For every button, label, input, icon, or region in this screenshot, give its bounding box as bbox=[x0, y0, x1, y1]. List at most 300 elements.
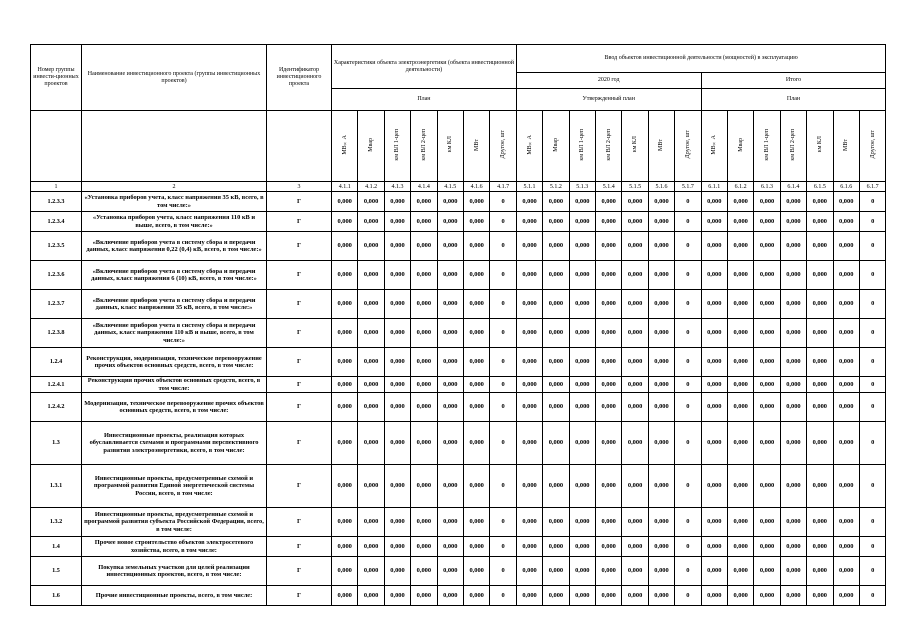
unit-header-label: Мвар bbox=[552, 137, 559, 152]
value-cell: 0,000 bbox=[358, 393, 384, 422]
value-cell: 0,000 bbox=[727, 422, 753, 465]
header-commissioning: Ввод объектов инвестиционной деятельности (мощностей) в эксплуатацию bbox=[516, 45, 886, 73]
value-cell: 0,000 bbox=[807, 290, 833, 319]
value-cell: 0,000 bbox=[807, 537, 833, 557]
value-cell: 0,000 bbox=[807, 586, 833, 606]
value-cell: 0,000 bbox=[411, 422, 437, 465]
value-cell: 0,000 bbox=[780, 261, 806, 290]
column-number: 4.1.5 bbox=[437, 182, 463, 192]
value-cell: 0,000 bbox=[516, 393, 542, 422]
row-project-id: Г bbox=[267, 290, 332, 319]
value-cell: 0,000 bbox=[384, 422, 410, 465]
value-cell: 0,000 bbox=[516, 422, 542, 465]
value-cell: 0,000 bbox=[701, 537, 727, 557]
value-cell: 0 bbox=[675, 393, 701, 422]
value-cell: 0 bbox=[490, 232, 516, 261]
column-number: 5.1.1 bbox=[516, 182, 542, 192]
unit-header bbox=[648, 111, 674, 182]
row-number: 1.2.3.8 bbox=[31, 319, 82, 348]
column-number: 4.1.3 bbox=[384, 182, 410, 192]
value-cell: 0,000 bbox=[622, 508, 648, 537]
value-cell: 0,000 bbox=[437, 465, 463, 508]
value-cell: 0,000 bbox=[596, 377, 622, 393]
value-cell: 0 bbox=[675, 212, 701, 232]
value-cell: 0,000 bbox=[701, 586, 727, 606]
value-cell: 0,000 bbox=[543, 557, 569, 586]
value-cell: 0,000 bbox=[411, 377, 437, 393]
value-cell: 0,000 bbox=[358, 586, 384, 606]
value-cell: 0,000 bbox=[463, 348, 489, 377]
value-cell: 0,000 bbox=[411, 393, 437, 422]
value-cell: 0 bbox=[675, 465, 701, 508]
value-cell: 0,000 bbox=[701, 422, 727, 465]
value-cell: 0,000 bbox=[780, 422, 806, 465]
value-cell: 0,000 bbox=[463, 586, 489, 606]
row-number: 1.2.3.7 bbox=[31, 290, 82, 319]
header-group-number: Номер группы инвести-ционных проектов bbox=[31, 45, 82, 111]
value-cell: 0,000 bbox=[833, 465, 859, 508]
unit-header-label: км КЛ bbox=[816, 136, 823, 153]
header-characteristics: Характеристики объекта электроэнергетики (объекта инвестиционной деятельности) bbox=[332, 45, 517, 89]
column-number: 5.1.6 bbox=[648, 182, 674, 192]
value-cell: 0,000 bbox=[569, 290, 595, 319]
value-cell: 0,000 bbox=[596, 212, 622, 232]
value-cell: 0,000 bbox=[833, 319, 859, 348]
value-cell: 0,000 bbox=[332, 537, 358, 557]
table-row bbox=[31, 586, 886, 606]
value-cell: 0,000 bbox=[358, 212, 384, 232]
value-cell: 0,000 bbox=[358, 465, 384, 508]
table-row bbox=[31, 465, 886, 508]
value-cell: 0,000 bbox=[358, 232, 384, 261]
row-project-id: Г bbox=[267, 319, 332, 348]
row-number: 1.2.3.5 bbox=[31, 232, 82, 261]
unit-header-label: км КЛ bbox=[632, 136, 639, 153]
value-cell: 0 bbox=[490, 557, 516, 586]
value-cell: 0 bbox=[490, 261, 516, 290]
value-cell: 0,000 bbox=[622, 261, 648, 290]
value-cell: 0,000 bbox=[569, 319, 595, 348]
value-cell: 0,000 bbox=[384, 537, 410, 557]
value-cell: 0,000 bbox=[332, 586, 358, 606]
value-cell: 0,000 bbox=[463, 232, 489, 261]
unit-header bbox=[463, 111, 489, 182]
value-cell: 0,000 bbox=[780, 290, 806, 319]
value-cell: 0,000 bbox=[463, 261, 489, 290]
value-cell: 0,000 bbox=[754, 348, 780, 377]
value-cell: 0,000 bbox=[833, 348, 859, 377]
unit-header bbox=[569, 111, 595, 182]
value-cell: 0,000 bbox=[648, 586, 674, 606]
value-cell: 0,000 bbox=[437, 290, 463, 319]
value-cell: 0,000 bbox=[833, 422, 859, 465]
value-cell: 0,000 bbox=[622, 393, 648, 422]
header-project-name: Наименование инвестиционного проекта (группы инвестиционных проектов) bbox=[82, 45, 267, 111]
row-project-id: Г bbox=[267, 393, 332, 422]
value-cell: 0,000 bbox=[437, 261, 463, 290]
value-cell: 0,000 bbox=[358, 557, 384, 586]
value-cell: 0,000 bbox=[463, 319, 489, 348]
value-cell: 0,000 bbox=[754, 557, 780, 586]
value-cell: 0,000 bbox=[332, 290, 358, 319]
row-project-id: Г bbox=[267, 212, 332, 232]
value-cell: 0 bbox=[859, 319, 886, 348]
value-cell: 0,000 bbox=[384, 586, 410, 606]
column-number: 6.1.2 bbox=[727, 182, 753, 192]
row-number: 1.2.3.4 bbox=[31, 212, 82, 232]
value-cell: 0 bbox=[490, 319, 516, 348]
value-cell: 0,000 bbox=[411, 586, 437, 606]
value-cell: 0,000 bbox=[807, 422, 833, 465]
value-cell: 0,000 bbox=[727, 377, 753, 393]
value-cell: 0,000 bbox=[411, 261, 437, 290]
value-cell: 0,000 bbox=[543, 465, 569, 508]
value-cell: 0,000 bbox=[437, 537, 463, 557]
value-cell: 0 bbox=[859, 422, 886, 465]
header-year-2020: 2020 год bbox=[516, 73, 701, 89]
value-cell: 0,000 bbox=[437, 319, 463, 348]
value-cell: 0,000 bbox=[516, 261, 542, 290]
value-cell: 0,000 bbox=[833, 290, 859, 319]
table-row bbox=[31, 393, 886, 422]
value-cell: 0 bbox=[490, 192, 516, 212]
value-cell: 0,000 bbox=[754, 508, 780, 537]
unit-header bbox=[332, 111, 358, 182]
value-cell: 0,000 bbox=[569, 232, 595, 261]
value-cell: 0,000 bbox=[780, 586, 806, 606]
value-cell: 0,000 bbox=[569, 537, 595, 557]
value-cell: 0,000 bbox=[358, 192, 384, 212]
unit-header-label: Мвар bbox=[368, 137, 375, 152]
unit-header-label: Другое, шт bbox=[500, 130, 507, 159]
value-cell: 0,000 bbox=[701, 192, 727, 212]
value-cell: 0,000 bbox=[727, 290, 753, 319]
value-cell: 0,000 bbox=[384, 290, 410, 319]
unit-header bbox=[780, 111, 806, 182]
value-cell: 0,000 bbox=[569, 508, 595, 537]
value-cell: 0 bbox=[675, 557, 701, 586]
row-project-id: Г bbox=[267, 232, 332, 261]
row-number: 1.6 bbox=[31, 586, 82, 606]
row-project-id: Г bbox=[267, 465, 332, 508]
value-cell: 0,000 bbox=[516, 508, 542, 537]
value-cell: 0,000 bbox=[622, 290, 648, 319]
value-cell: 0 bbox=[675, 348, 701, 377]
value-cell: 0,000 bbox=[543, 261, 569, 290]
value-cell: 0,000 bbox=[596, 393, 622, 422]
value-cell: 0 bbox=[859, 212, 886, 232]
value-cell: 0,000 bbox=[516, 348, 542, 377]
value-cell: 0,000 bbox=[807, 212, 833, 232]
unit-header-label: МВ×А bbox=[526, 134, 533, 155]
value-cell: 0,000 bbox=[411, 290, 437, 319]
unit-header bbox=[833, 111, 859, 182]
value-cell: 0,000 bbox=[384, 557, 410, 586]
value-cell: 0,000 bbox=[701, 232, 727, 261]
value-cell: 0,000 bbox=[648, 465, 674, 508]
value-cell: 0,000 bbox=[807, 377, 833, 393]
value-cell: 0,000 bbox=[463, 422, 489, 465]
value-cell: 0,000 bbox=[332, 465, 358, 508]
value-cell: 0 bbox=[675, 319, 701, 348]
value-cell: 0,000 bbox=[622, 192, 648, 212]
row-project-name: Прочее новое строительство объектов электросетевого хозяйства, всего, в том числе: bbox=[82, 537, 267, 557]
table-row bbox=[31, 192, 886, 212]
value-cell: 0,000 bbox=[516, 319, 542, 348]
value-cell: 0 bbox=[490, 508, 516, 537]
table-row bbox=[31, 377, 886, 393]
column-number: 4.1.6 bbox=[463, 182, 489, 192]
header-approved-plan: Утвержденный план bbox=[516, 89, 701, 111]
unit-header bbox=[437, 111, 463, 182]
value-cell: 0,000 bbox=[780, 508, 806, 537]
value-cell: 0,000 bbox=[569, 377, 595, 393]
value-cell: 0,000 bbox=[543, 232, 569, 261]
column-number: 6.1.3 bbox=[754, 182, 780, 192]
unit-header bbox=[596, 111, 622, 182]
value-cell: 0,000 bbox=[780, 557, 806, 586]
value-cell: 0,000 bbox=[754, 377, 780, 393]
table-row bbox=[31, 348, 886, 377]
value-cell: 0 bbox=[859, 290, 886, 319]
column-number: 6.1.4 bbox=[780, 182, 806, 192]
value-cell: 0,000 bbox=[754, 192, 780, 212]
value-cell: 0,000 bbox=[780, 319, 806, 348]
row-project-name: Прочие инвестиционные проекты, всего, в том числе: bbox=[82, 586, 267, 606]
value-cell: 0,000 bbox=[596, 465, 622, 508]
value-cell: 0,000 bbox=[701, 290, 727, 319]
value-cell: 0,000 bbox=[332, 192, 358, 212]
row-project-name: «Установка приборов учета, класс напряжения 110 кВ и выше, всего, в том числе:» bbox=[82, 212, 267, 232]
value-cell: 0,000 bbox=[780, 465, 806, 508]
units-header-row bbox=[31, 111, 886, 182]
value-cell: 0,000 bbox=[332, 348, 358, 377]
row-project-id: Г bbox=[267, 261, 332, 290]
value-cell: 0,000 bbox=[780, 232, 806, 261]
value-cell: 0,000 bbox=[727, 557, 753, 586]
column-number: 6.1.7 bbox=[859, 182, 886, 192]
value-cell: 0 bbox=[675, 290, 701, 319]
value-cell: 0,000 bbox=[543, 212, 569, 232]
row-project-id: Г bbox=[267, 508, 332, 537]
value-cell: 0,000 bbox=[384, 465, 410, 508]
value-cell: 0,000 bbox=[701, 348, 727, 377]
value-cell: 0,000 bbox=[463, 465, 489, 508]
value-cell: 0 bbox=[490, 422, 516, 465]
value-cell: 0,000 bbox=[596, 192, 622, 212]
value-cell: 0,000 bbox=[754, 261, 780, 290]
value-cell: 0 bbox=[859, 393, 886, 422]
value-cell: 0,000 bbox=[543, 192, 569, 212]
value-cell: 0 bbox=[490, 348, 516, 377]
row-number: 1.5 bbox=[31, 557, 82, 586]
value-cell: 0,000 bbox=[437, 212, 463, 232]
row-project-id: Г bbox=[267, 348, 332, 377]
unit-header bbox=[727, 111, 753, 182]
value-cell: 0 bbox=[675, 422, 701, 465]
value-cell: 0,000 bbox=[780, 537, 806, 557]
value-cell: 0,000 bbox=[463, 377, 489, 393]
value-cell: 0,000 bbox=[727, 508, 753, 537]
table-row bbox=[31, 422, 886, 465]
value-cell: 0,000 bbox=[648, 261, 674, 290]
value-cell: 0 bbox=[490, 537, 516, 557]
value-cell: 0,000 bbox=[463, 290, 489, 319]
value-cell: 0,000 bbox=[437, 377, 463, 393]
unit-header-label: МВт bbox=[843, 138, 850, 151]
value-cell: 0,000 bbox=[411, 348, 437, 377]
row-project-name: Реконструкция, модернизация, техническое перевооружение прочих объектов основных средств, всего, в том числе: bbox=[82, 348, 267, 377]
header-project-id: Идентификатор инвестиционного проекта bbox=[267, 45, 332, 111]
value-cell: 0,000 bbox=[358, 290, 384, 319]
row-project-name: Покупка земельных участков для целей реализации инвестиционных проектов, всего, в том числе: bbox=[82, 557, 267, 586]
value-cell: 0,000 bbox=[384, 261, 410, 290]
value-cell: 0,000 bbox=[727, 212, 753, 232]
value-cell: 0,000 bbox=[701, 393, 727, 422]
value-cell: 0,000 bbox=[833, 586, 859, 606]
column-number: 4.1.1 bbox=[332, 182, 358, 192]
value-cell: 0,000 bbox=[437, 348, 463, 377]
value-cell: 0,000 bbox=[754, 212, 780, 232]
unit-header-label: км ВЛ 1-цеп bbox=[764, 128, 771, 161]
value-cell: 0,000 bbox=[543, 348, 569, 377]
value-cell: 0,000 bbox=[727, 586, 753, 606]
value-cell: 0,000 bbox=[596, 348, 622, 377]
value-cell: 0,000 bbox=[701, 465, 727, 508]
value-cell: 0,000 bbox=[384, 319, 410, 348]
value-cell: 0,000 bbox=[833, 261, 859, 290]
row-project-name: «Включение приборов учета в систему сбора и передачи данных, класс напряжения 110 кВ и выше, всего, в том числе:» bbox=[82, 319, 267, 348]
unit-header-label: МВ×А bbox=[341, 134, 348, 155]
unit-header-label: МВ×А bbox=[711, 134, 718, 155]
value-cell: 0 bbox=[859, 377, 886, 393]
value-cell: 0 bbox=[490, 290, 516, 319]
unit-header bbox=[807, 111, 833, 182]
value-cell: 0,000 bbox=[833, 393, 859, 422]
value-cell: 0 bbox=[490, 586, 516, 606]
value-cell: 0 bbox=[859, 557, 886, 586]
table-row bbox=[31, 232, 886, 261]
value-cell: 0,000 bbox=[516, 377, 542, 393]
value-cell: 0,000 bbox=[807, 192, 833, 212]
value-cell: 0,000 bbox=[543, 290, 569, 319]
value-cell: 0,000 bbox=[358, 508, 384, 537]
column-number: 2 bbox=[82, 182, 267, 192]
value-cell: 0 bbox=[675, 537, 701, 557]
row-number: 1.3.1 bbox=[31, 465, 82, 508]
table-row bbox=[31, 319, 886, 348]
value-cell: 0,000 bbox=[701, 377, 727, 393]
table-row bbox=[31, 290, 886, 319]
value-cell: 0,000 bbox=[411, 508, 437, 537]
value-cell: 0,000 bbox=[622, 537, 648, 557]
row-number: 1.3 bbox=[31, 422, 82, 465]
value-cell: 0,000 bbox=[833, 192, 859, 212]
row-number: 1.4 bbox=[31, 537, 82, 557]
table-row bbox=[31, 537, 886, 557]
value-cell: 0,000 bbox=[833, 212, 859, 232]
unit-header bbox=[859, 111, 886, 182]
value-cell: 0,000 bbox=[384, 377, 410, 393]
value-cell: 0,000 bbox=[332, 422, 358, 465]
value-cell: 0,000 bbox=[384, 508, 410, 537]
value-cell: 0,000 bbox=[569, 261, 595, 290]
value-cell: 0,000 bbox=[807, 319, 833, 348]
value-cell: 0,000 bbox=[543, 537, 569, 557]
value-cell: 0,000 bbox=[332, 319, 358, 348]
row-project-name: Модернизация, техническое перевооружение прочих объектов основных средств, всего, в том числе: bbox=[82, 393, 267, 422]
table-row bbox=[31, 508, 886, 537]
value-cell: 0,000 bbox=[463, 393, 489, 422]
value-cell: 0,000 bbox=[358, 261, 384, 290]
value-cell: 0,000 bbox=[727, 393, 753, 422]
value-cell: 0,000 bbox=[411, 232, 437, 261]
unit-header bbox=[490, 111, 516, 182]
row-number: 1.2.3.6 bbox=[31, 261, 82, 290]
row-project-name: Инвестиционные проекты, предусмотренные схемой и программой развития Единой энергетической системы России, всего, в том числе: bbox=[82, 465, 267, 508]
value-cell: 0,000 bbox=[833, 377, 859, 393]
row-number: 1.2.3.3 bbox=[31, 192, 82, 212]
value-cell: 0,000 bbox=[332, 393, 358, 422]
value-cell: 0,000 bbox=[807, 557, 833, 586]
value-cell: 0,000 bbox=[437, 586, 463, 606]
unit-header bbox=[516, 111, 542, 182]
value-cell: 0,000 bbox=[384, 212, 410, 232]
value-cell: 0,000 bbox=[648, 232, 674, 261]
value-cell: 0,000 bbox=[701, 508, 727, 537]
value-cell: 0,000 bbox=[807, 465, 833, 508]
value-cell: 0 bbox=[859, 232, 886, 261]
value-cell: 0,000 bbox=[807, 348, 833, 377]
value-cell: 0,000 bbox=[332, 261, 358, 290]
column-number: 4.1.2 bbox=[358, 182, 384, 192]
unit-header-label: Мвар bbox=[737, 137, 744, 152]
value-cell: 0,000 bbox=[807, 393, 833, 422]
value-cell: 0,000 bbox=[727, 232, 753, 261]
value-cell: 0,000 bbox=[358, 537, 384, 557]
value-cell: 0,000 bbox=[754, 393, 780, 422]
unit-header bbox=[358, 111, 384, 182]
value-cell: 0,000 bbox=[569, 465, 595, 508]
value-cell: 0,000 bbox=[463, 557, 489, 586]
value-cell: 0,000 bbox=[648, 377, 674, 393]
value-cell: 0,000 bbox=[622, 465, 648, 508]
value-cell: 0,000 bbox=[332, 377, 358, 393]
value-cell: 0,000 bbox=[648, 348, 674, 377]
row-project-id: Г bbox=[267, 422, 332, 465]
value-cell: 0,000 bbox=[596, 232, 622, 261]
row-project-id: Г bbox=[267, 537, 332, 557]
header-total: Итого bbox=[701, 73, 886, 89]
value-cell: 0,000 bbox=[437, 232, 463, 261]
unit-header-label: Другое, шт bbox=[684, 130, 691, 159]
value-cell: 0,000 bbox=[754, 290, 780, 319]
value-cell: 0,000 bbox=[437, 508, 463, 537]
value-cell: 0,000 bbox=[411, 557, 437, 586]
value-cell: 0,000 bbox=[411, 319, 437, 348]
value-cell: 0,000 bbox=[727, 465, 753, 508]
value-cell: 0,000 bbox=[754, 422, 780, 465]
column-number: 3 bbox=[267, 182, 332, 192]
value-cell: 0,000 bbox=[384, 232, 410, 261]
value-cell: 0,000 bbox=[463, 192, 489, 212]
value-cell: 0,000 bbox=[727, 348, 753, 377]
value-cell: 0,000 bbox=[833, 537, 859, 557]
column-number: 5.1.2 bbox=[543, 182, 569, 192]
value-cell: 0,000 bbox=[569, 422, 595, 465]
value-cell: 0 bbox=[859, 537, 886, 557]
value-cell: 0,000 bbox=[569, 393, 595, 422]
